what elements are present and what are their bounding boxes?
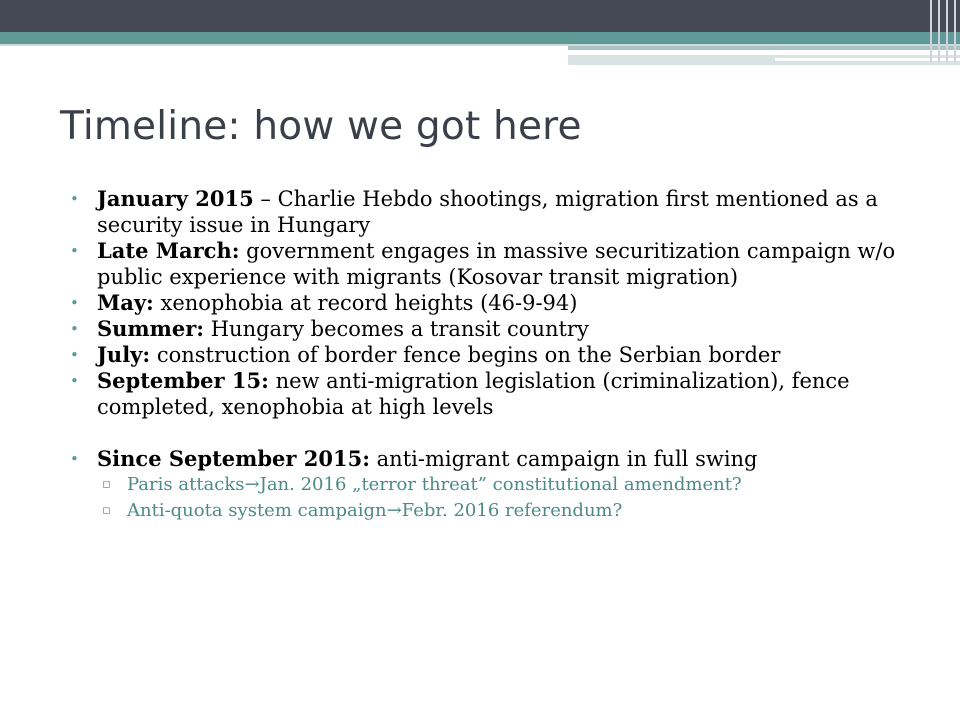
bullet-icon: • xyxy=(70,242,79,260)
sub-item-before: Anti-quota system campaign xyxy=(127,500,387,521)
timeline-item-since xyxy=(70,446,900,472)
item-text: new anti-migration legislation (criminalization), fence completed, xenophobia at high levels xyxy=(97,369,850,419)
decor-stripe xyxy=(938,0,940,62)
item-label: Summer: xyxy=(97,316,205,341)
decor-line-4 xyxy=(775,58,960,61)
timeline-item xyxy=(70,238,900,290)
decor-stripe xyxy=(930,0,932,62)
item-text: government engages in massive securitization campaign w/o public experience with migrants (Kosovar transit migration) xyxy=(97,239,896,289)
sub-item-before: Paris attacks xyxy=(127,474,245,495)
sub-item-after: Jan. 2016 „terror threat” constitutional amendment? xyxy=(259,474,742,495)
slide-title: Timeline: how we got here xyxy=(60,104,582,149)
sub-bullet-icon: ▫ xyxy=(102,477,111,492)
item-text: xenophobia at record heights (46-9-94) xyxy=(153,291,578,315)
decor-line-2 xyxy=(568,50,888,53)
item-text: Hungary becomes a transit country xyxy=(204,317,589,341)
timeline-item xyxy=(70,368,900,420)
sub-bullet-icon: ▫ xyxy=(102,503,111,518)
item-text: – Charlie Hebdo shootings, migration first mentioned as a security issue in Hungary xyxy=(97,187,878,237)
sub-item xyxy=(70,498,900,524)
item-label: July: xyxy=(97,342,151,367)
bullet-icon: • xyxy=(70,190,79,208)
sub-item xyxy=(70,472,900,498)
item-text: anti-migrant campaign in full swing xyxy=(369,447,758,471)
decor-stripe xyxy=(954,0,956,62)
header-accent-band xyxy=(0,32,960,44)
bullet-icon: • xyxy=(70,346,79,364)
spacer xyxy=(70,420,900,446)
timeline-item xyxy=(70,290,900,316)
item-label: September 15: xyxy=(97,368,269,393)
item-label: Since September 2015: xyxy=(97,446,370,471)
timeline-item xyxy=(70,316,900,342)
bullet-icon: • xyxy=(70,372,79,390)
arrow-right-icon: → xyxy=(244,474,260,495)
decor-stripe xyxy=(946,0,948,62)
item-label: January 2015 xyxy=(97,186,254,211)
bullet-icon: • xyxy=(70,320,79,338)
bullet-icon: • xyxy=(70,450,79,468)
item-text: construction of border fence begins on the Serbian border xyxy=(150,343,781,367)
arrow-right-icon: → xyxy=(386,500,402,521)
bullet-icon: • xyxy=(70,294,79,312)
slide-content xyxy=(70,186,900,524)
sub-item-after: Febr. 2016 referendum? xyxy=(401,500,623,521)
item-label: Late March: xyxy=(97,238,240,263)
timeline-item xyxy=(70,342,900,368)
item-label: May: xyxy=(97,290,154,315)
header-bar xyxy=(0,0,960,32)
timeline-item xyxy=(70,186,900,238)
